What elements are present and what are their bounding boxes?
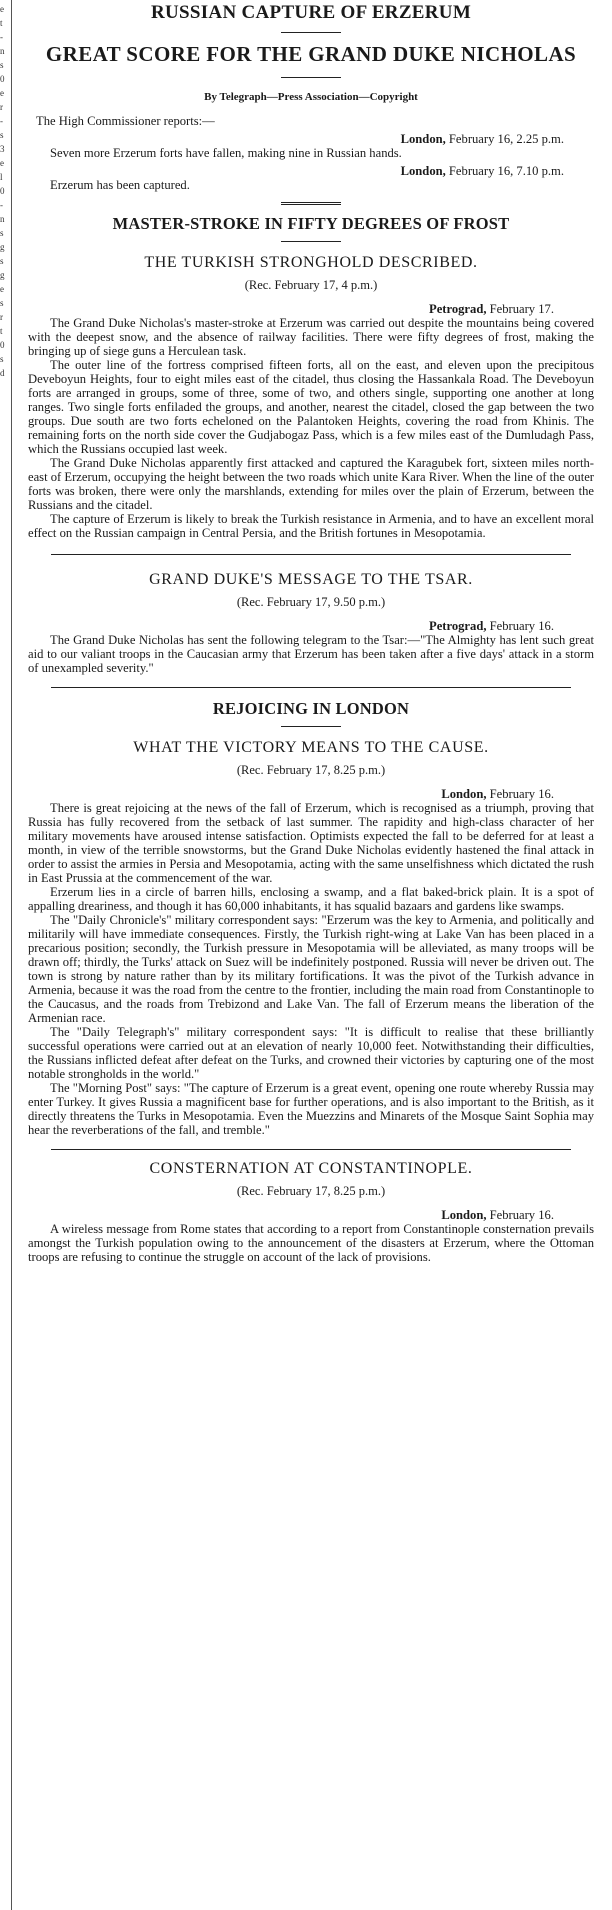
section-subheading: THE TURKISH STRONGHOLD DESCRIBED. [144,254,478,271]
dateline: London, February 16. [441,787,554,801]
gutter-fragment: 0 [0,340,5,350]
opening-dispatches [28,114,594,192]
paragraph: The Grand Duke Nicholas has sent the following telegram to the Tsar:—"The Almighty has lent such great aid to our valiant troops in the Caucasian army that Erzerum has been taken after a five days' attack in a storm of unexampled severity." [28,633,594,675]
gutter-fragment: s [0,60,4,70]
adjacent-column-fragment [0,0,12,1910]
section-headline: GRAND DUKE'S MESSAGE TO THE TSAR. [149,571,473,588]
dateline: London, February 16. [441,1208,554,1222]
paragraph: Erzerum lies in a circle of barren hills, enclosing a swamp, and a flat baked-brick plain. It is a spot of appalling dreariness, and though it has 60,000 inhabitants, it has squalid bazaars and gardens like swamps. [28,885,594,913]
gutter-fragment: d [0,368,5,378]
article-body [28,801,594,1137]
dateline: London, February 16, 7.10 p.m. [400,164,564,178]
gutter-fragment: l [0,172,3,182]
section-subheading: WHAT THE VICTORY MEANS TO THE CAUSE. [133,739,489,756]
article-body [28,633,594,675]
divider [51,554,571,555]
sub-headline: GREAT SCORE FOR THE GRAND DUKE NICHOLAS [45,42,577,66]
gutter-fragment: s [0,228,4,238]
paragraph: A wireless message from Rome states that according to a report from Constantinople consternation prevails amongst the Turkish population owing to the announcement of the disasters at Erzerum, where the Ottoman troops are refusing to continue the struggle on account of the lack of provisions. [28,1222,594,1264]
gutter-fragment: 0 [0,186,5,196]
gutter-fragment: r [0,312,3,322]
received-time: (Rec. February 17, 8.25 p.m.) [236,1184,386,1198]
dateline: Petrograd, February 16. [429,619,554,633]
gutter-fragment: g [0,270,5,280]
section-headline: CONSTERNATION AT CONSTANTINOPLE. [149,1160,473,1177]
dateline: Petrograd, February 17. [429,302,554,316]
gutter-fragment: e [0,284,4,294]
article-column [28,0,594,1264]
received-time: (Rec. February 17, 9.50 p.m.) [236,595,386,609]
gutter-fragment: - [0,200,3,210]
gutter-fragment: n [0,214,5,224]
paragraph: The capture of Erzerum is likely to break the Turkish resistance in Armenia, and to have an excellent moral effect on the Russian campaign in Central Persia, and the British fortunes in Mesopotamia. [28,512,594,540]
main-headline: RUSSIAN CAPTURE OF ERZERUM [150,2,472,23]
dateline: London, February 16, 2.25 p.m. [400,132,564,146]
section-headline: MASTER-STROKE IN FIFTY DEGREES OF FROST [112,214,510,233]
paragraph: The outer line of the fortress comprised fifteen forts, all on the east, and eleven upon the precipitous Deveboyun Heights, four to eight miles east of the citadel, thus closing the Hassankala Road. The Deveboyun forts are arranged in groups, some of three, some of two, and others single, supporting one another at long ranges. Two single forts enfiladed the groups, and another, nearest the citadel, closed the gap between the two groups. Due south are two forts echeloned on the Palantoken Heights, covering the road from Khinis. The remaining forts on the north side cover the Gudjabogaz Pass, which is a few miles east of the Dumludagh Pass, which the Russians occupied last week. [28,358,594,456]
gutter-fragment: t [0,326,3,336]
paragraph: The Grand Duke Nicholas apparently first attacked and captured the Karagubek fort, sixteen miles north-east of Erzerum, occupying the height between the two roads which unite Kara River. When the line of the outer forts was broken, there were only the marshlands, extending for miles over the plain of Erzerum, between the Russians and the citadel. [28,456,594,512]
received-time: (Rec. February 17, 4 p.m.) [244,278,378,292]
gutter-fragment: g [0,242,5,252]
paragraph: The "Daily Chronicle's" military correspondent says: "Erzerum was the key to Armenia, and politically and militarily will have immediate consequences. Firstly, the Turkish right-wing at Lake Van has been placed in a precarious position; secondly, the Turkish pressure in Mesopotamia will be alleviated, as many troops will be drawn off; thirdly, the Turks' attack on Suez will be indefinitely postponed. Russia will never be driven out. The town is strong by nature rather than by its military fortifications. It was the pivot of the Turkish advance in Armenia, because it was the road from the centre to the frontier, including the main road from Constantinople to the Caucasus, and the roads from Trebizond and Lake Van. The fall of Erzerum means the liberation of the Armenian race. [28,913,594,1025]
divider [281,32,341,33]
gutter-fragment: t [0,18,3,28]
gutter-fragment: e [0,158,4,168]
gutter-fragment: 0 [0,74,5,84]
gutter-fragment: s [0,354,4,364]
gutter-fragment: r [0,102,3,112]
section-headline: REJOICING IN LONDON [212,699,410,718]
dispatch-text: Seven more Erzerum forts have fallen, making nine in Russian hands. [50,146,402,160]
gutter-fragment: s [0,130,4,140]
divider [281,202,341,205]
divider [51,687,571,688]
gutter-fragment: - [0,32,3,42]
dispatch-intro: The High Commissioner reports:— [36,114,215,128]
gutter-fragment: n [0,46,5,56]
paragraph: The "Morning Post" says: "The capture of Erzerum is a great event, opening one route whereby Russia may enter Turkey. It gives Russia a magnificent base for further operations, and is also important to the British, as it directly threatens the Turks in Mesopotamia. Even the Muezzins and Minarets of the Mosque Saint Sophia may hear the reverberations of the fall, and tremble." [28,1081,594,1137]
gutter-fragment: s [0,298,4,308]
gutter-fragment: - [0,116,3,126]
article-body [28,316,594,540]
gutter-fragment: e [0,4,4,14]
dispatch-text: Erzerum has been captured. [50,178,190,192]
divider [51,1149,571,1150]
received-time: (Rec. February 17, 8.25 p.m.) [236,763,386,777]
gutter-fragment: e [0,88,4,98]
paragraph: The "Daily Telegraph's" military correspondent says: "It is difficult to realise that these brilliantly successful operations were carried out at an elevation of nearly 10,000 feet. Notwithstanding their difficulties, the Russians inflicted defeat after defeat on the Turks, and crowned their victories by capturing one of the most notable strongholds in the world." [28,1025,594,1081]
paragraph: The Grand Duke Nicholas's master-stroke at Erzerum was carried out despite the mountains being covered with the deepest snow, and the absence of railway facilities. There were fifty degrees of frost, making the bringing up of siege guns a Herculean task. [28,316,594,358]
gutter-fragment: 3 [0,144,5,154]
gutter-fragment: s [0,256,4,266]
paragraph: There is great rejoicing at the news of the fall of Erzerum, which is recognised as a triumph, proving that Russia has fully recovered from the setback of last summer. The rapidity and high-class character of her military movements have aroused intense satisfaction. Optimists expected the fall to be deferred for at least a month, in view of the terrible snowstorms, but the Grand Duke Nicholas evidently hastened the final attack in order to assist the armies in Persia and Mesopotamia, acting with the same unselfishness which dictated the rush in East Prussia at the commencement of the war. [28,801,594,885]
press-credit: By Telegraph—Press Association—Copyright [204,91,418,103]
article-body [28,1222,594,1264]
